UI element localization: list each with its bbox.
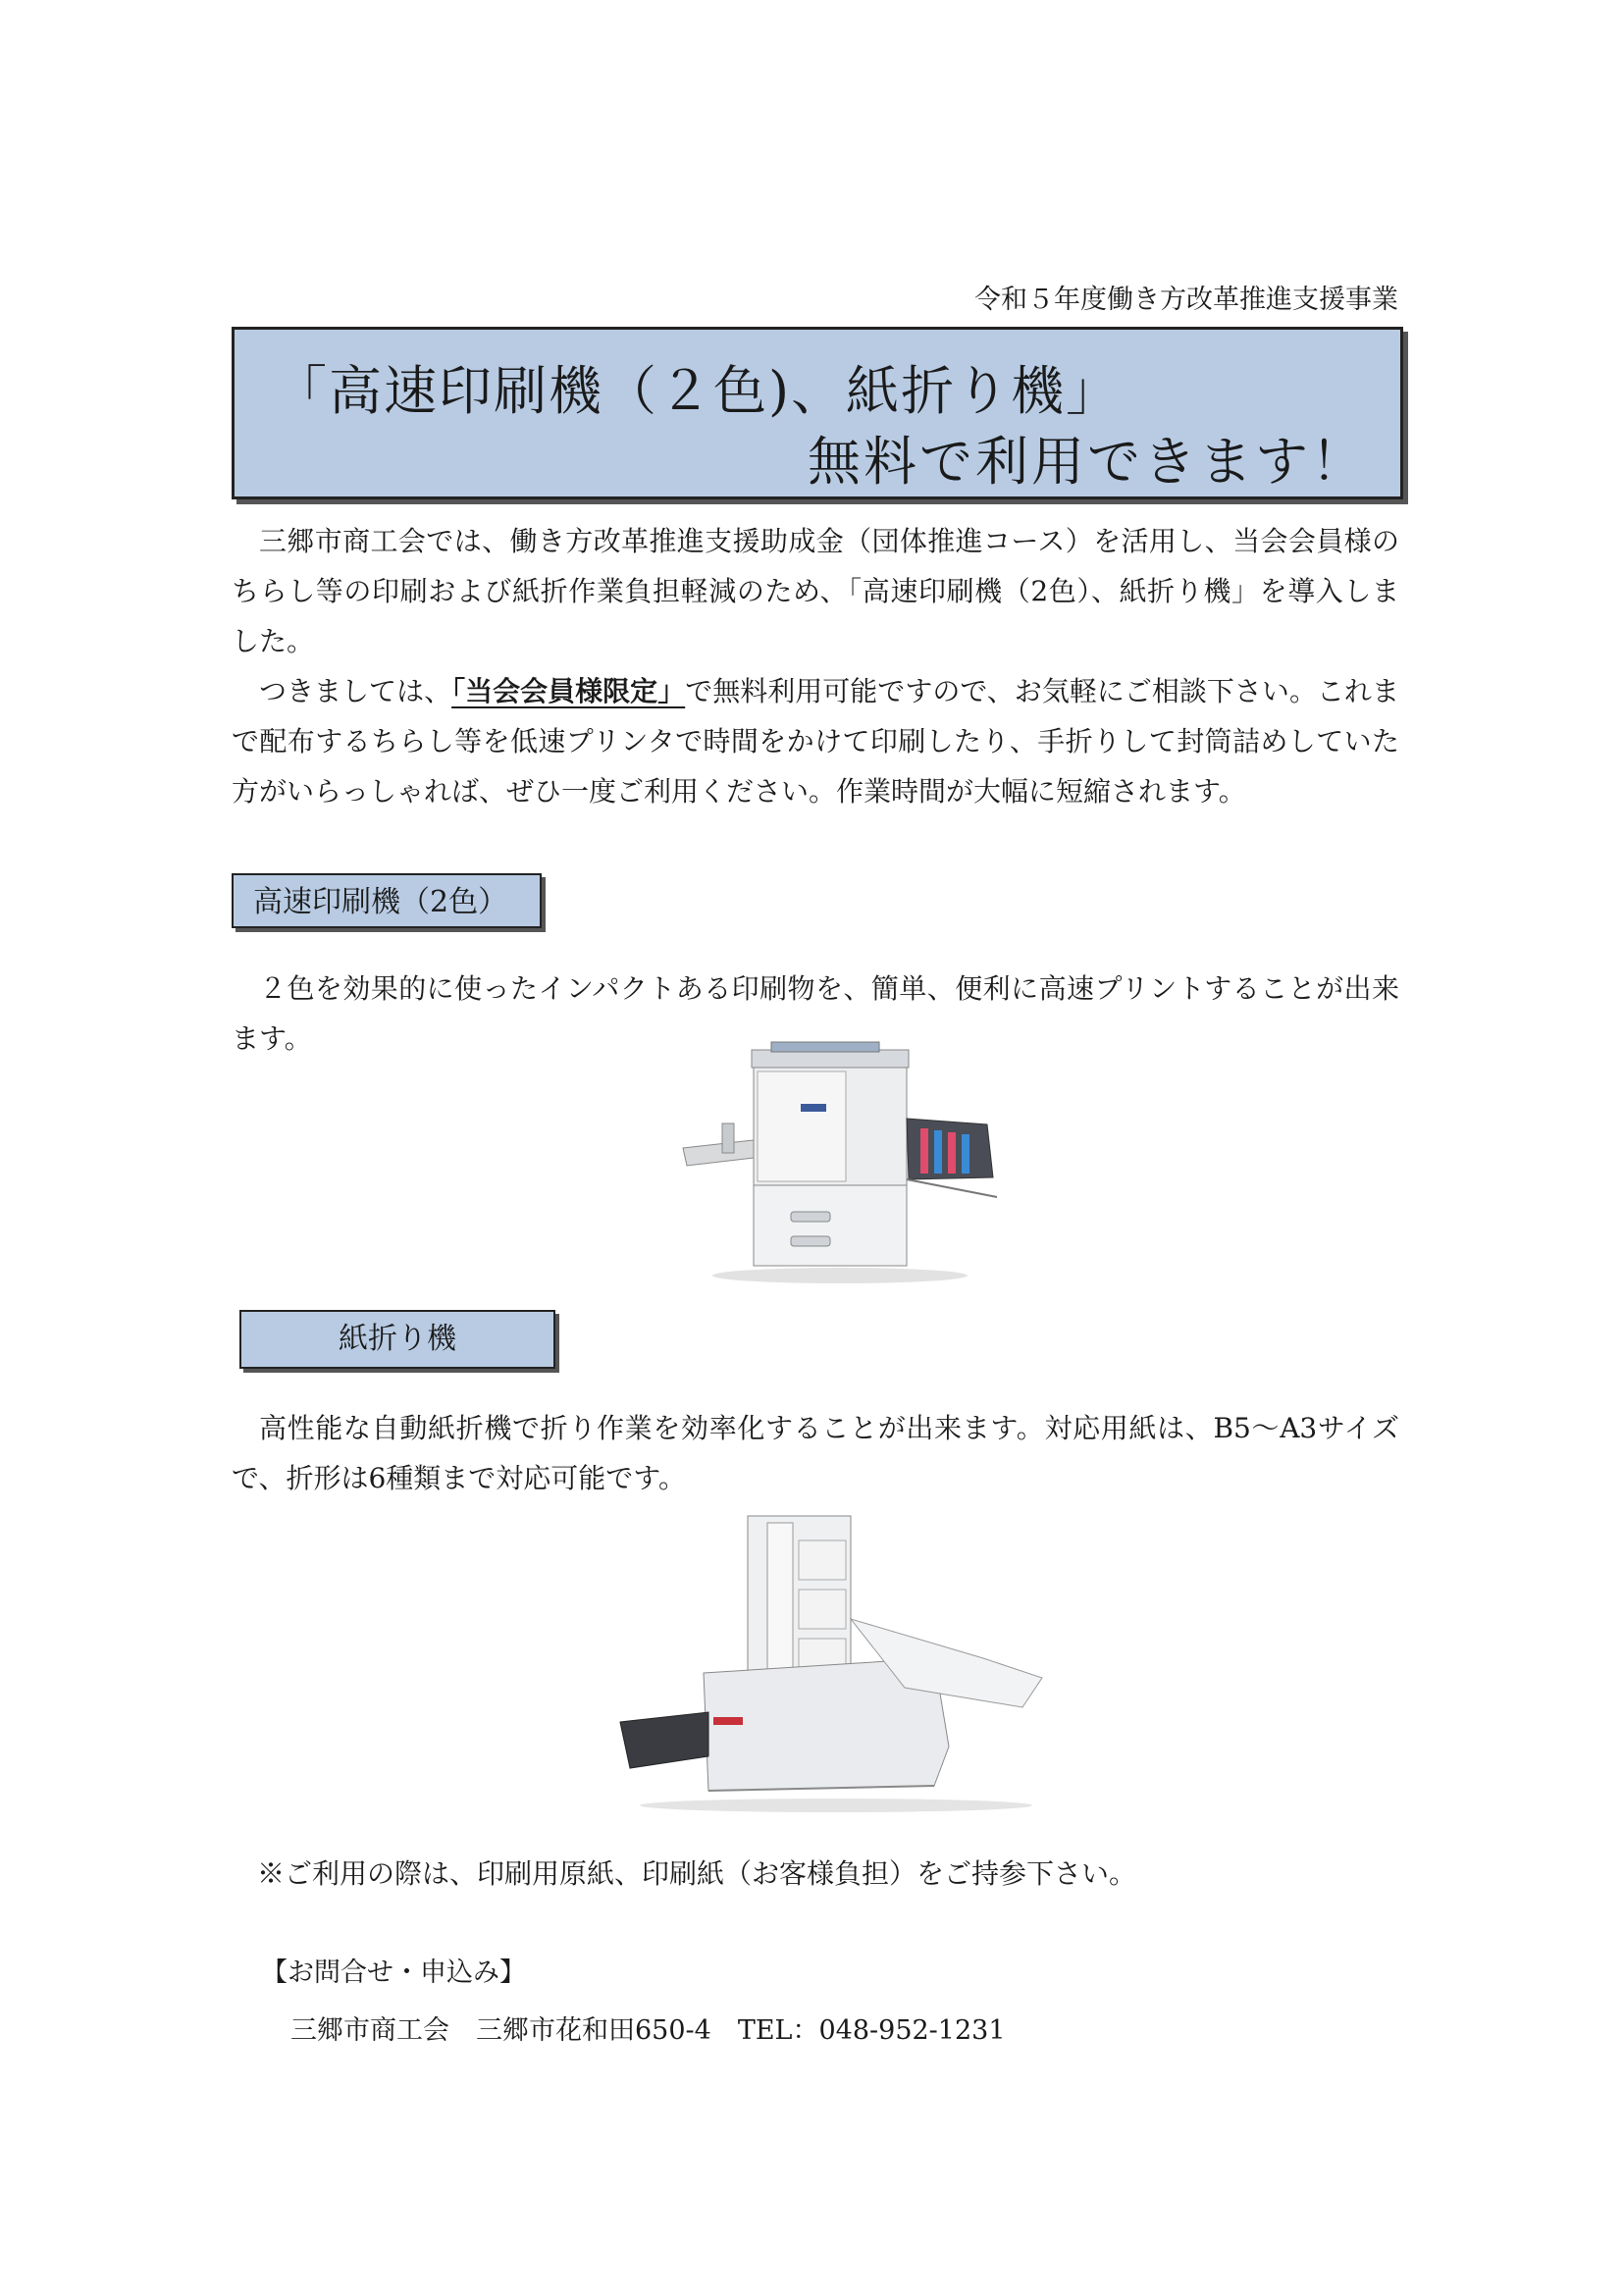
folder-section-heading: 紙折り機 [239, 1310, 555, 1369]
folder-text: 高性能な自動紙折機で折り作業を効率化することが出来ます。対応用紙は、B5～A3サイズで、折形は6種類まで対応可能です。 [232, 1412, 1399, 1494]
title-banner [232, 327, 1403, 499]
printer-section-heading: 高速印刷機（2色） [232, 873, 542, 928]
folder-description [232, 1403, 1399, 1503]
printer-image [663, 1030, 1017, 1285]
intro-text [232, 516, 1399, 816]
title-line-1: 「高速印刷機（２色)、紙折り機」 [274, 360, 1122, 422]
intro-p2-before: つきましては、 [259, 675, 452, 707]
intro-paragraph-2 [232, 666, 1399, 816]
contact-heading: 【お問合せ・申込み】 [261, 1957, 526, 1988]
printer-text: ２色を効果的に使ったインパクトある印刷物を、簡単、便利に高速プリントすることが出来ます。 [232, 972, 1399, 1055]
contact-detail: 三郷市商工会 三郷市花和田650-4 TEL：048-952-1231 [290, 2015, 1006, 2046]
intro-p2-after: で無料利用可能ですので、お気軽にご相談下さい。これまで配布するちらし等を低速プリンタで時間をかけて印刷したり、手折りして封筒詰めしていた方がいらっしゃれば、ぜひ一度ご利用ください。作業時間が大幅に短縮されます。 [232, 675, 1399, 808]
bring-materials-note: ※ご利用の際は、印刷用原紙、印刷紙（お客様負担）をご持参下さい。 [257, 1857, 1137, 1890]
folder-image [610, 1511, 1052, 1815]
title-line-2: 無料で利用できます！ [808, 431, 1367, 493]
members-only-emphasis: 「当会会員様限定」 [451, 675, 686, 707]
intro-paragraph-1: 三郷市商工会では、働き方改革推進支援助成金（団体推進コース）を活用し、当会会員様のちらし等の印刷および紙折作業負担軽減のため、「高速印刷機（2色）、紙折り機」を導入しました。 [232, 525, 1399, 657]
header-note: 令和５年度働き方改革推進支援事業 [974, 285, 1398, 315]
